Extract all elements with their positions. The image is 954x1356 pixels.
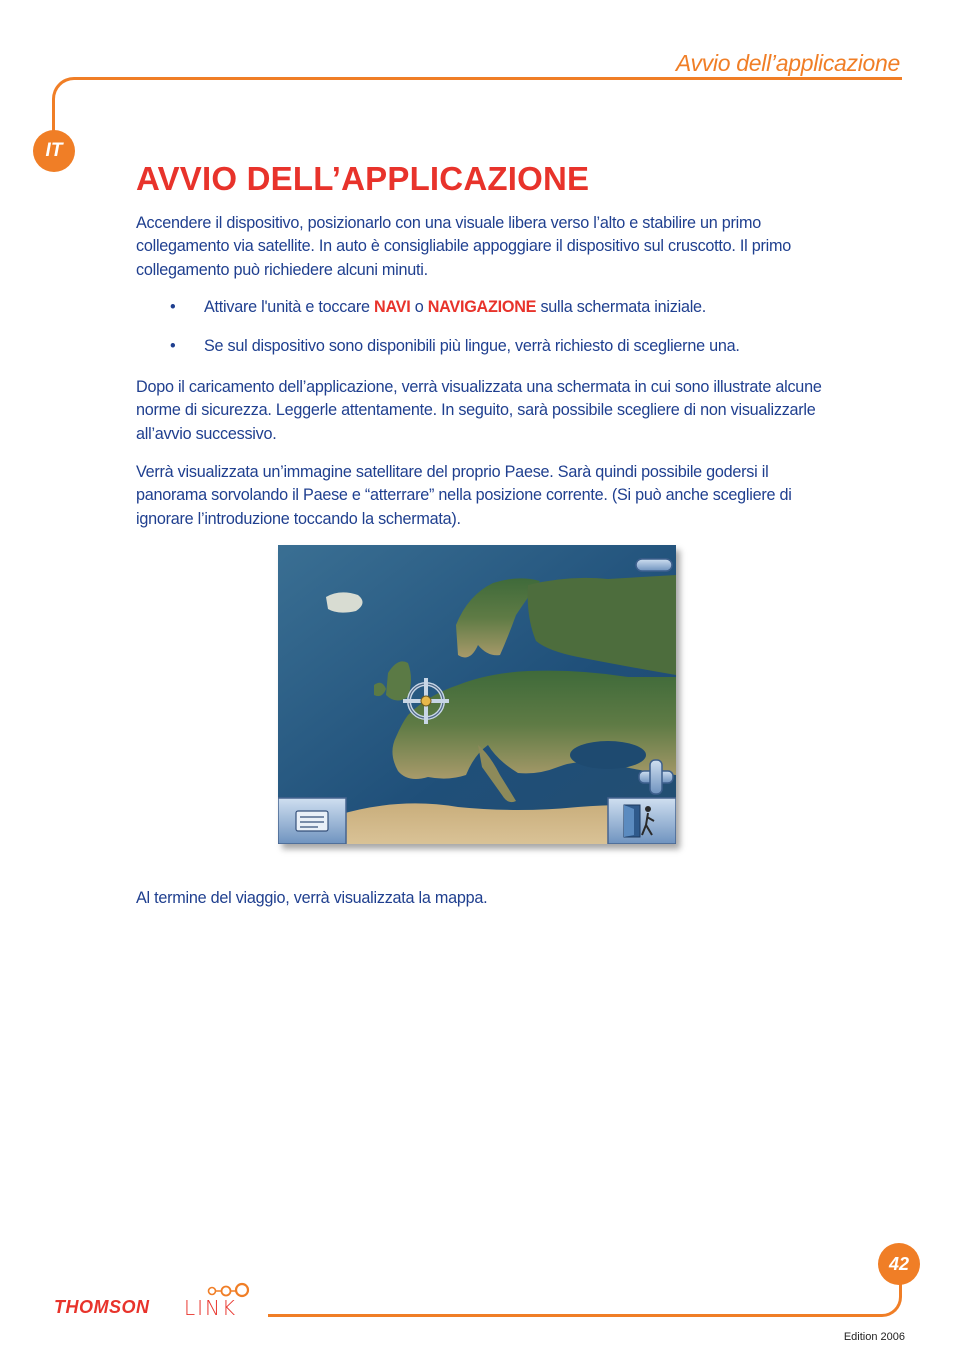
satellite-paragraph: Verrà visualizzata un’immagine satellitare del proprio Paese. Sarà quindi possibile godersi il panorama sorvolando il Paese e “atterrare” nella posizione corrente. (Si può anche scegliere di ignorare l’introduzione toccando la schermata). (136, 463, 792, 528)
thomson-link-logo (54, 1282, 266, 1322)
edition-label: Edition 2006 (843, 1331, 905, 1343)
header-frame-line (52, 77, 902, 147)
closing-paragraph: Al termine del viaggio, verrà visualizzata la mappa. (136, 889, 488, 907)
zoom-out-icon[interactable] (636, 559, 672, 571)
menu-icon[interactable] (278, 798, 346, 844)
exit-icon[interactable] (608, 798, 676, 844)
language-badge: IT (33, 130, 75, 172)
bullet-dot: • (170, 337, 176, 355)
footer-frame-line (268, 1277, 902, 1317)
navigazione-keyword: NAVIGAZIONE (427, 298, 537, 316)
logo-link-text: LINK (184, 1296, 238, 1320)
intro-paragraph: Accendere il dispositivo, posizionarlo con una visuale libera verso l’alto e stabilire un primo collegamento via satellite. In auto è consigliabile appoggiare il dispositivo sul cruscotto. Il primo collegamento può richiedere alcuni minuti. (136, 214, 791, 279)
section-title: Avvio dell’applicazione (675, 50, 900, 76)
safety-paragraph: Dopo il caricamento dell’applicazione, verrà visualizzata una schermata in cui sono illustrate alcune norme di sicurezza. Leggerle attentamente. In seguito, sarà possibile scegliere di non visualizzarle all’avvio successivo. (136, 378, 822, 443)
iceland-landmass (326, 592, 363, 612)
page-title: AVVIO DELL’APPLICAZIONE (136, 160, 590, 197)
navi-keyword: NAVI (374, 298, 411, 316)
bullet-item-activate: • Attivare l'unità e toccare NAVI o NAVIGAZIONE sulla schermata iniziale. (170, 298, 707, 316)
satellite-map-screenshot (278, 545, 676, 844)
bullet-item-languages: • Se sul dispositivo sono disponibili più lingue, verrà richiesto di sceglierne una. (170, 337, 740, 355)
page-number-badge: 42 (878, 1243, 920, 1285)
black-sea (570, 741, 646, 769)
bullet-dot: • (170, 298, 176, 316)
satellite-map-image (278, 545, 676, 844)
logo-brand-text: THOMSON (54, 1297, 150, 1317)
